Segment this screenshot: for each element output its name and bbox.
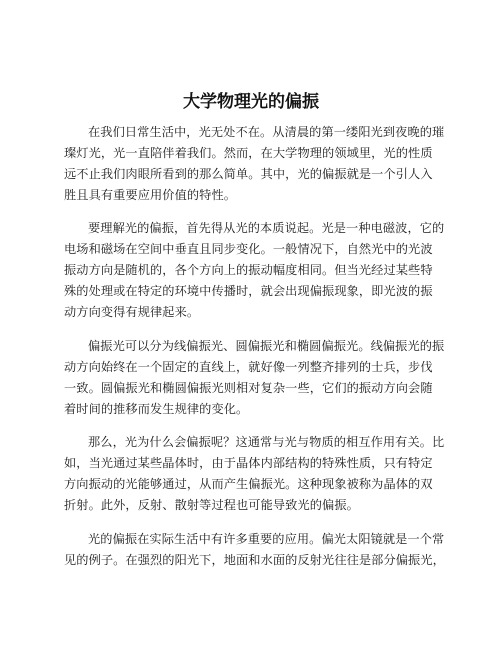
paragraph-line: 振动方向是随机的，各个方向上的振动幅度相同。但当光经过某些特 [64,263,433,277]
paragraph-line: 折射。此外，反射、散射等过程也可能导致光的偏振。 [64,498,359,512]
paragraph-line: 要理解光的偏振，首先得从光的本质说起。光是一种电磁波，它的 [88,221,445,235]
paragraph-line: 远不止我们肉眼所看到的那么简单。其中，光的偏振就是一个引人入 [64,167,433,181]
paragraph-line: 着时间的推移而发生规律的变化。 [64,402,249,416]
paragraph-line: 如，当光通过某些晶体时，由于晶体内部结构的特殊性质，只有特定 [64,456,433,470]
paragraph-line: 那么，光为什么会偏振呢？这通常与光与物质的相互作用有关。比 [88,435,445,449]
paragraph-line: 偏振光可以分为线偏振光、圆偏振光和椭圆偏振光。线偏振光的振 [88,339,445,353]
paragraph-line: 殊的处理或在特定的环境中传播时，就会出现偏振现象，即光波的振 [64,284,433,298]
paragraph-line: 胜且具有重要应用价值的特性。 [64,188,237,202]
paragraph-2 [64,218,444,323]
paragraph-line: 见的例子。在强烈的阳光下，地面和水面的反射光往往是部分偏振光， [64,553,445,567]
paragraph-1 [64,122,444,206]
paragraph-line: 动方向始终在一个固定的直线上，就好像一列整齐排列的士兵，步伐 [64,360,433,374]
document-title: 大学物理光的偏振 [183,92,319,112]
paragraph-line: 动方向变得有规律起来。 [64,305,200,319]
paragraph-line: 方向振动的光能够通过，从而产生偏振光。这种现象被称为晶体的双 [64,477,433,491]
paragraph-4 [64,432,444,516]
paragraph-line: 电场和磁场在空间中垂直且同步变化。一般情况下，自然光中的光波 [64,242,433,256]
paragraph-5 [64,529,444,571]
paragraph-line: 璨灯光，光一直陪伴着我们。然而，在大学物理的领域里，光的性质 [64,146,433,160]
paragraph-line: 在我们日常生活中，光无处不在。从清晨的第一缕阳光到夜晚的璀 [88,125,445,139]
paragraph-line: 光的偏振在实际生活中有许多重要的应用。偏光太阳镜就是一个常 [88,532,445,546]
paragraph-3 [64,336,444,420]
paragraph-line: 一致。圆偏振光和椭圆偏振光则相对复杂一些，它们的振动方向会随 [64,381,433,395]
